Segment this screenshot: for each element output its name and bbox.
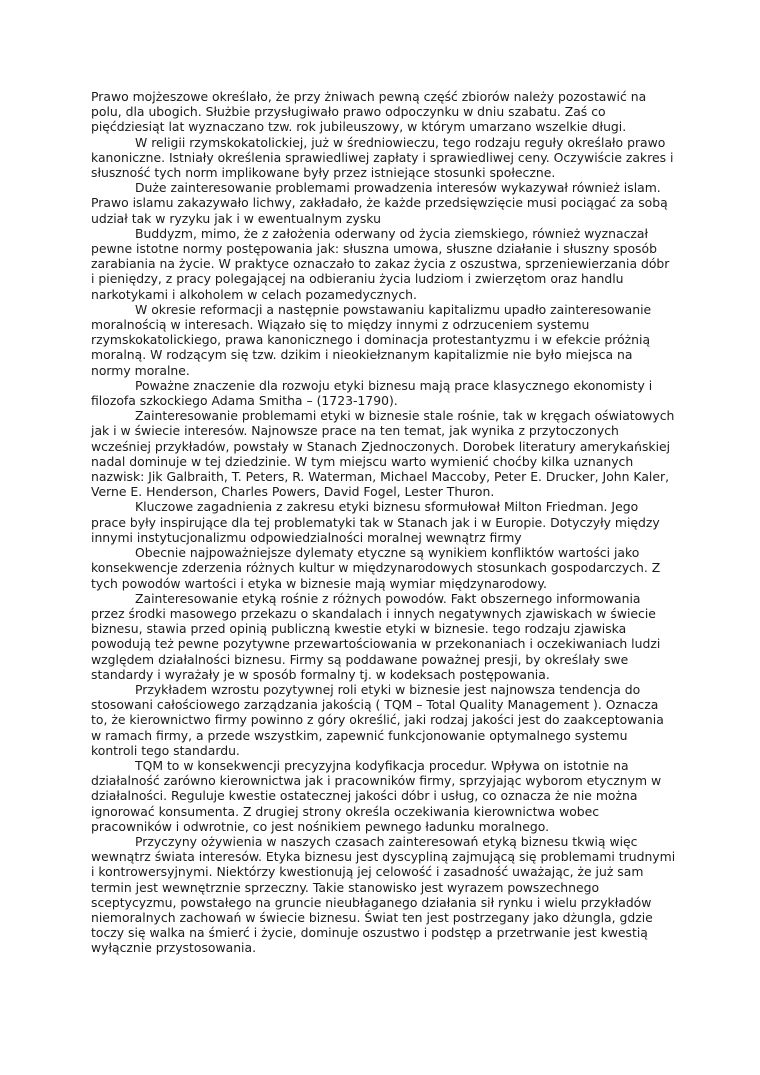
paragraph-media: Zainteresowanie etyką rośnie z różnych powodów. Fakt obszernego informowania przez środki masowego przekazu o skandalach i innych negatywnych zjawiskach w świecie biznesu, stawia przed opinią publiczną kwestie etyki w biznesie. tego rodzaju zjawiska powodują też pewne pozytywne przewartościowania w przekonaniach i oczekiwaniach ludzi względem działalności biznesu. Firmy są poddawane poważnej presji, by określały swe standardy i wyrażały je w sposób formalny tj. w kodeksach postępowania.	[91, 590, 661, 682]
paragraph-milton-friedman: Kluczowe zagadnienia z zakresu etyki biznesu sformułował Milton Friedman. Jego prace były inspirujące dla tej problematyki tak w Stanach jak i w Europie. Dotyczyły między innymi instytucjonalizmu odpowiedzialności moralnej wewnątrz firmy	[91, 499, 660, 545]
paragraph-dilemmas: Obecnie najpoważniejsze dylematy etyczne są wynikiem konfliktów wartości jako konsekwencje zderzenia różnych kultur w międzynarodowych stosunkach gospodarczych. Z tych powodów wartości i etyka w biznesie mają wymiar międzynarodowy.	[91, 545, 661, 591]
paragraph-growing-interest: Zainteresowanie problemami etyki w biznesie stale rośnie, tak w kręgach oświatowych jak i w świecie interesów. Najnowsze prace na ten temat, jak wynika z przytoczonych wcześniej przykładów, powstały w Stanach Zjednoczonych. Dorobek literatury amerykańskiej nadal dominuje w tej dziedzinie. W tym miejscu warto wymienić choćby kilka uznanych nazwisk: Jik Galbraith, T. Peters, R. Waterman, Michael Maccoby, Peter E. Drucker, John Kaler, Verne E. Henderson, Charles Powers, David Fogel, Lester Thuron.	[91, 408, 675, 500]
paragraph-mosaic-law: Prawo mojżeszowe określało, że przy żniwach pewną część zbiorów należy pozostawić na polu, dla ubogich. Służbie przysługiwało prawo odpoczynku w dniu szabatu. Zaś co pięćdziesiąt lat wyznaczano tzw. rok jubileuszowy, w którym umarzano wszelkie długi.	[91, 89, 647, 135]
paragraph-buddhism: Buddyzm, mimo, że z założenia oderwany od życia ziemskiego, również wyznaczał pewne istotne normy postępowania jak: słuszna umowa, słuszne działanie i słuszny sposób zarabiania na życie. W praktyce oznaczało to zakaz życia z oszustwa, sprzeniewierzania dóbr i pieniędzy, z pracy polegającej na odbieraniu życia ludziom i zwierzętom oraz handlu narkotykami i alkoholem w celach pozamedycznych.	[91, 225, 670, 302]
paragraph-reformation: W okresie reformacji a następnie powstawaniu kapitalizmu upadło zainteresowanie moralnością w interesach. Wiązało się to między innymi z odrzuceniem systemu rzymskokatolickiego, prawa kanonicznego i dominacja protestantyzmu i w efekcie próżnią moralną. W rodzącym się tzw. dzikim i nieokiełznanym kapitalizmie nie było miejsca na normy moralne.	[91, 301, 652, 378]
paragraph-catholic-church: W religii rzymskokatolickiej, już w średniowieczu, tego rodzaju reguły określało prawo kanoniczne. Istniały określenia sprawiedliwej zapłaty i sprawiedliwej ceny. Oczywiście zakres i słuszność tych norm implikowane były przez istniejące stosunki społeczne.	[91, 134, 674, 181]
paragraph-adam-smith: Poważne znaczenie dla rozwoju etyki biznesu mają prace klasycznego ekonomisty i filozofa szkockiego Adama Smitha – (1723-1790).	[91, 377, 653, 409]
document-page	[91, 89, 676, 956]
paragraph-islam: Duże zainteresowanie problemami prowadzenia interesów wykazywał również islam. Prawo islamu zakazywało lichwy, zakładało, że każde przedsięwzięcie musi pociągać za sobą udział tak w ryzyku jak i w ewentualnym zysku	[91, 180, 668, 226]
paragraph-tqm-intro: Przykładem wzrostu pozytywnej roli etyki w biznesie jest najnowsza tendencja do stosowani całościowego zarządzania jakością ( TQM – Total Quality Management ). Oznacza to, że kierownictwo firmy powinno z góry określić, jaki rodzaj jakości jest do zaakceptowania w ramach firmy, a przede wszystkim, zapewnić funkcjonowanie optymalnego systemu kontroli tego standardu.	[91, 681, 664, 758]
paragraph-tqm-codification: TQM to w konsekwencji precyzyjna kodyfikacja procedur. Wpływa on istotnie na działalność zarówno kierownictwa jak i pracowników firmy, sprzyjając wyborom etycznym w działalności. Reguluje kwestie ostatecznej jakości dóbr i usług, co oznacza że nie można ignorować konsumenta. Z drugiej strony określa oczekiwania kierownictwa wobec pracowników i odwrotnie, co jest nośnikiem pewnego ładunku moralnego.	[91, 757, 662, 834]
paragraph-causes: Przyczyny ożywienia w naszych czasach zainteresowań etyką biznesu tkwią więc wewnątrz świata interesów. Etyka biznesu jest dyscypliną zajmującą się problemami trudnymi i kontrowersyjnymi. Niektórzy kwestionują jej celowość i zasadność uważając, że już sam termin jest wewnętrznie sprzeczny. Takie stanowisko jest wyrazem powszechnego sceptycyzmu, powstałego na gruncie nieubłaganego działania sił rynku i wielu przykładów niemoralnych zachowań w świecie biznesu. Świat ten jest postrzegany jako dżungla, gdzie toczy się walka na śmierć i życie, dominuje oszustwo i podstęp a przetrwanie jest kwestią wyłącznie przystosowania.	[91, 833, 676, 956]
